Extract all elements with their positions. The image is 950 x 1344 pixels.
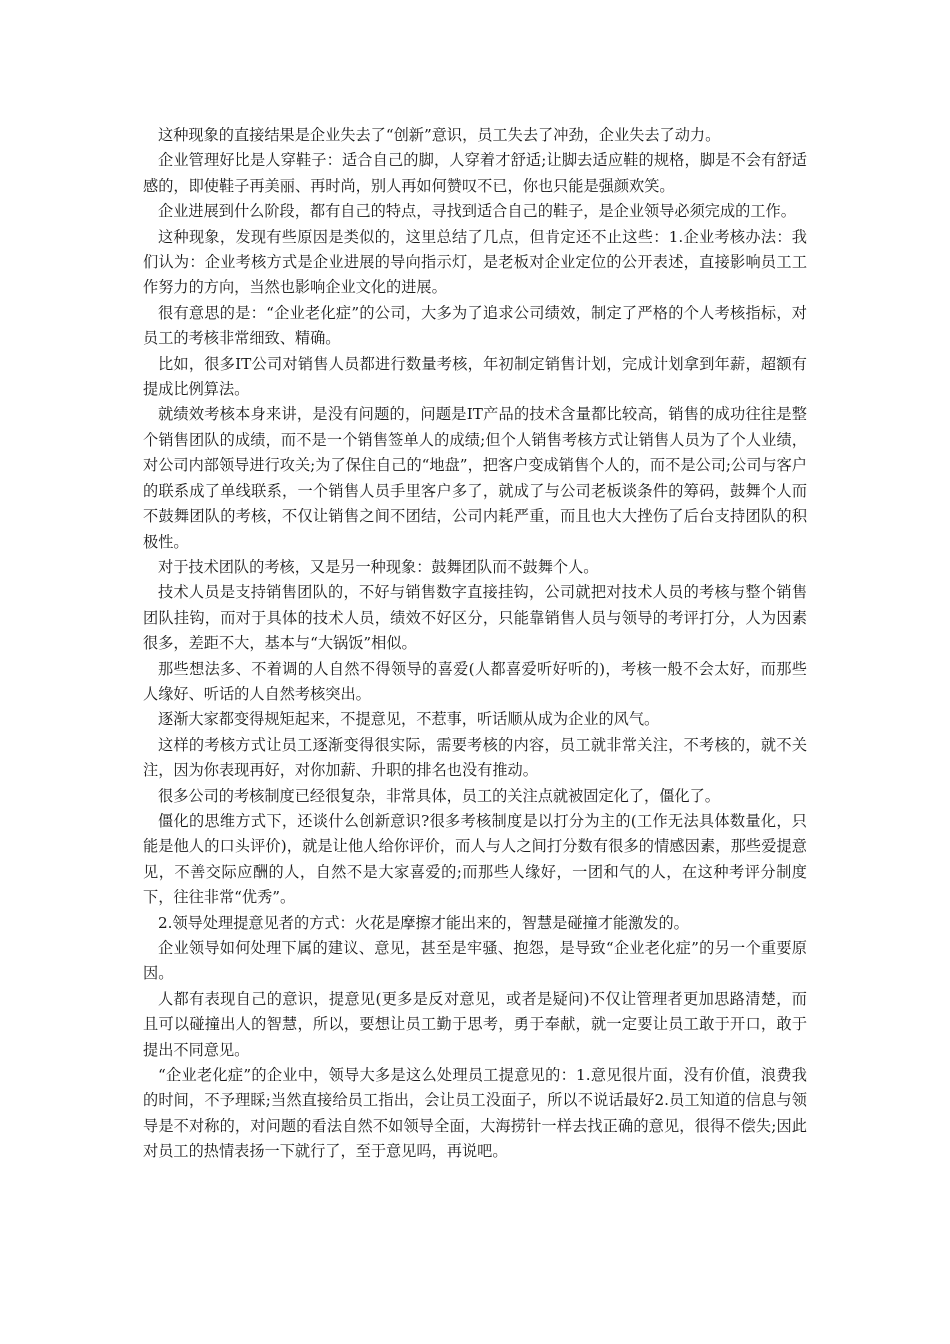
paragraph: 技术人员是支持销售团队的，不好与销售数字直接挂钩，公司就把对技术人员的考核与整个销售团队挂钩，而对于具体的技术人员，绩效不好区分，只能靠销售人员与领导的考评打分，人为因素很多，差距不大，基本与“大锅饭”相似。 [143, 583, 807, 653]
paragraph: 这种现象的直接结果是企业失去了“创新”意识，员工失去了冲劲，企业失去了动力。 [158, 126, 721, 144]
paragraph: 对于技术团队的考核，又是另一种现象：鼓舞团队而不鼓舞个人。 [158, 557, 599, 576]
paragraph: 企业管理好比是人穿鞋子：适合自己的脚，人穿着才舒适;让脚去适应鞋的规格，脚是不会有舒适感的，即使鞋子再美丽、再时尚，别人再如何赞叹不已，你也只能是强颜欢笑。 [143, 151, 807, 195]
paragraph: 企业领导如何处理下属的建议、意见，甚至是牢骚、抱怨，是导致“企业老化症”的另一个重要原因。 [143, 939, 807, 983]
paragraph: 企业进展到什么阶段，都有自己的特点，寻找到适合自己的鞋子，是企业领导必须完成的工作。 [158, 202, 796, 221]
paragraph: 那些想法多、不着调的人自然不得领导的喜爱(人都喜爱听好听的)，考核一般不会太好，而那些人缘好、听话的人自然考核突出。 [143, 659, 807, 703]
paragraph: 这种现象，发现有些原因是类似的，这里总结了几点，但肯定还不止这些：1.企业考核办法：我们认为：企业考核方式是企业进展的导向指示灯，是老板对企业定位的公开表述，直接影响员工工作努力的方向，当然也影响企业文化的进展。 [143, 227, 807, 297]
document-body [143, 123, 807, 1165]
paragraph: 人都有表现自己的意识，提意见(更多是反对意见，或者是疑问)不仅让管理者更加思路清楚，而且可以碰撞出人的智慧，所以，要想让员工勤于思考，勇于奉献，就一定要让员工敢于开口，敢于提出不同意见。 [143, 989, 807, 1059]
paragraph: 2.领导处理提意见者的方式：火花是摩擦才能出来的，智慧是碰撞才能激发的。 [158, 913, 689, 932]
paragraph: 很多公司的考核制度已经很复杂，非常具体，员工的关注点就被固定化了，僵化了。 [158, 786, 720, 805]
paragraph: 比如，很多IT公司对销售人员都进行数量考核，年初制定销售计划，完成计划拿到年薪，超额有提成比例算法。 [143, 354, 807, 399]
paragraph: 僵化的思维方式下，还谈什么创新意识?很多考核制度是以打分为主的(工作无法具体数量化，只能是他人的口头评价)，就是让他人给你评价，而人与人之间打分数有很多的情感因素，那些爱提意见，不善交际应酬的人，自然不是大家喜爱的;而那些人缘好，一团和气的人，在这种考评分制度下，往往非常“优秀”。 [143, 811, 807, 907]
paragraph: “企业老化症”的企业中，领导大多是这么处理员工提意见的：1.意见很片面，没有价值，浪费我的时间，不予理睬;当然直接给员工指出，会让员工没面子，所以不说话最好2.员工知道的信息与领导是不对称的，对问题的看法自然不如领导全面，大海捞针一样去找正确的意见，很得不偿失;因此对员工的热情表扬一下就行了，至于意见吗，再说吧。 [143, 1066, 807, 1161]
paragraph: 逐渐大家都变得规矩起来，不提意见，不惹事，听话顺从成为企业的风气。 [158, 710, 660, 729]
paragraph: 就绩效考核本身来讲，是没有问题的，问题是IT产品的技术含量都比较高，销售的成功往往是整个销售团队的成绩，而不是一个销售签单人的成绩;但个人销售考核方式让销售人员为了个人业绩，对公司内部领导进行攻关;为了保住自己的“地盘”，把客户变成销售个人的，而不是公司;公司与客户的联系成了单线联系，一个销售人员手里客户多了，就成了与公司老板谈条件的筹码，鼓舞个人而不鼓舞团队的考核，不仅让销售之间不团结，公司内耗严重，而且也大大挫伤了后台支持团队的积极性。 [143, 405, 807, 551]
paragraph: 这样的考核方式让员工逐渐变得很实际，需要考核的内容，员工就非常关注，不考核的，就不关注，因为你表现再好，对你加薪、升职的排名也没有推动。 [143, 735, 807, 780]
paragraph: 很有意思的是：“企业老化症”的公司，大多为了追求公司绩效，制定了严格的个人考核指标，对员工的考核非常细致、精确。 [143, 303, 807, 348]
